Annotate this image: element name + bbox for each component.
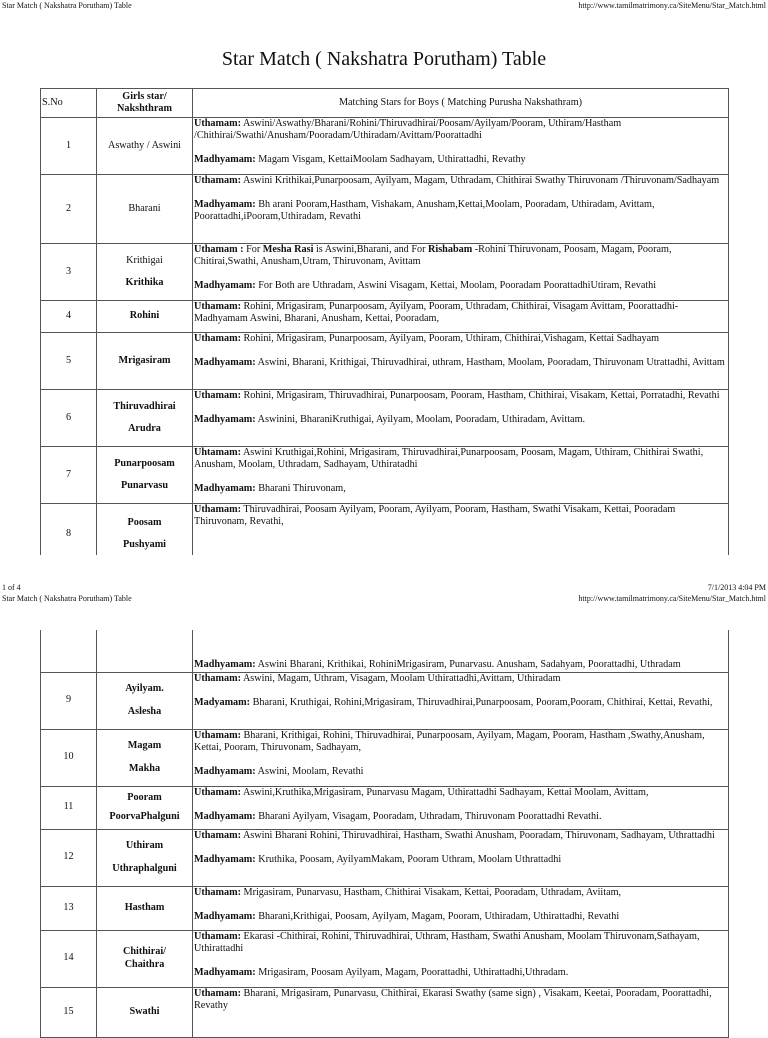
matching-cell — [193, 886, 729, 930]
row-number: 13 — [41, 886, 97, 930]
girls-star-alt-name: Uthraphalguni — [112, 862, 177, 874]
uthamam-mid: is Aswini,Bharani, and For — [315, 244, 426, 255]
table-row — [41, 301, 729, 333]
uthamam-stars: Aswini Kruthigai,Rohini, Mrigasiram, Thiruvadhirai,Punarpoosam, Poosam, Magam, Uthiram, Chithirai Swathi, Anusham, Moolam, Uthradam, Sadhayam, Uthiratadhi — [194, 447, 704, 471]
matching-cell — [193, 672, 729, 729]
uthamam-stars: Rohini, Mrigasiram, Punarpoosam, Ayilyam, Pooram, Uthradam, Chithirai, Visagam Avittam, Poorattadhi-Madhyamam Aswini, Bharani, Anusham, Kettai, Pooradam, — [194, 301, 679, 325]
madhyamam-label: Madhyamam: — [194, 765, 256, 777]
matching-cell — [193, 930, 729, 987]
girls-star: Aswathy / Aswini — [97, 118, 193, 175]
girls-star-name: Krithigai — [126, 254, 163, 266]
row-number: 3 — [41, 244, 97, 301]
row-number: 2 — [41, 175, 97, 244]
matching-cell — [193, 175, 729, 244]
row-number: 12 — [41, 829, 97, 886]
table-row — [41, 175, 729, 244]
uthamam-pre: For — [246, 244, 261, 255]
girls-star-name: Chithirai/ — [122, 946, 167, 958]
table-row — [41, 390, 729, 447]
rishabam: Rishabam — [428, 244, 473, 255]
girls-star — [97, 630, 193, 672]
table-row — [41, 786, 729, 829]
madhyamam-label: Madhyamam: — [194, 357, 256, 369]
uthamam-label: Uthamam: — [194, 118, 241, 129]
girls-star — [97, 244, 193, 301]
uthamam-stars: Bharani, Krithigai, Rohini, Thiruvadhirai, Punarpoosam, Ayilyam, Magam, Pooram, Hastham ,Swathy,Anusham, Kettai, Pooram, Thiruvonam, Sadhayam, — [194, 729, 705, 753]
uthamam-label: Uthamam: — [194, 829, 241, 841]
madhyamam-stars: Bharani Ayilyam, Visagam, Pooradam, Uthradam, Thiruvonam Poorattadhi Revathi. — [258, 810, 602, 822]
madhyamam-label: Madhyamam: — [194, 280, 256, 292]
madhyamam-label: Madhyamam: — [194, 154, 256, 166]
girls-star-alt-name: Arudra — [128, 423, 161, 434]
madhyamam-stars: Kruthika, Poosam, AyilyamMakam, Pooram Uthram, Moolam Uthrattadhi — [258, 853, 562, 865]
girls-star-alt-name: PoorvaPhalguni — [109, 810, 180, 822]
girls-star: Swathi — [97, 987, 193, 1037]
uthamam-stars: Ekarasi -Chithirai, Rohini, Thiruvadhirai, Uthram, Hastham, Swathi Anusham, Moolam Thiruvonam,Sathayam, Uthirattadhi — [194, 930, 700, 954]
uthamam-label: Uthamam: — [194, 175, 241, 186]
girls-star — [97, 390, 193, 447]
uthamam-label: Uthamam : — [194, 244, 244, 255]
uthamam-label: Uthamam: — [194, 390, 241, 401]
madhyamam-label: Madyamam: — [194, 696, 251, 708]
table-row — [41, 244, 729, 301]
matching-cell — [193, 829, 729, 886]
row-number: 7 — [41, 447, 97, 504]
girls-star-alt-name: Punarvasu — [121, 480, 168, 491]
uthamam-stars: Aswini Krithikai,Punarpoosam, Ayilyam, Magam, Uthradam, Chithirai Swathy Thiruvonam /Thiruvonam/Sadhayam — [242, 175, 720, 186]
matching-cell — [193, 333, 729, 390]
girls-star-name: Thiruvadhirai — [113, 400, 176, 412]
uthamam-stars: -Rohini Thiruvonam, Poosam, Magam, Pooram, Chitirai,Swathi, Anusham,Utram, Thiruvonam, Avittam — [194, 244, 672, 268]
girls-star — [97, 930, 193, 987]
table-row — [41, 729, 729, 786]
madhyamam-stars: Aswinini, BharaniKruthigai, Ayilyam, Moolam, Pooradam, Uthiradam, Avittam. — [257, 414, 586, 426]
header-matching-stars: Matching Stars for Boys ( Matching Purusha Nakshathram) — [193, 89, 729, 118]
uthamam-stars: Bharani, Mrigasiram, Punarvasu, Chithirai, Ekarasi Swathy (same sign) , Visakam, Keetai, Pooradam, Poorattadhi, Revathy — [194, 987, 712, 1011]
uthamam-stars: Thiruvadhirai, Poosam Ayilyam, Pooram, Ayilyam, Pooram, Hastham, Swathi Visakam, Kettai, Pooradam Thiruvonam, Revathi, — [194, 504, 676, 528]
uthamam-label: Uthamam: — [194, 729, 241, 741]
madhyamam-stars: Bh arani Pooram,Hastham, Vishakam, Anusham,Kettai,Moolam, Pooradam, Uthiradam, Avittam, Poorattadhi,iPooram,Uthiradam, Revathi — [194, 199, 655, 223]
uthamam-stars: Rohini, Mrigasiram, Thiruvadhirai, Punarpoosam, Pooram, Hastham, Chithirai, Visakam, Kettai, Porratadhi, Revathi — [243, 390, 720, 401]
madhyamam-label: Madhyamam: — [194, 966, 256, 978]
uthamam-stars: Aswini, Magam, Uthram, Visagam, Moolam Uthirattadhi,Avittam, Uthiradam — [242, 672, 561, 684]
matching-cell — [193, 301, 729, 333]
mesha-rasi: Mesha Rasi — [262, 244, 314, 255]
row-number: 6 — [41, 390, 97, 447]
matching-cell — [193, 729, 729, 786]
girls-star-alt-name: Pushyami — [122, 538, 167, 550]
row-number: 5 — [41, 333, 97, 390]
star-match-table — [40, 88, 729, 564]
page-header-url: http://www.tamilmatrimony.ca/SiteMenu/Star_Match.html — [578, 1, 766, 10]
uthamam-label: Uthamam: — [194, 786, 241, 798]
girls-star — [97, 447, 193, 504]
table-row — [41, 447, 729, 504]
page-break — [0, 555, 768, 595]
madhyamam-label: Madhyamam: — [194, 199, 256, 211]
table-row — [41, 829, 729, 886]
row-number: 8 — [41, 504, 97, 564]
girls-star: Rohini — [97, 301, 193, 333]
row-number: 11 — [41, 786, 97, 829]
matching-cell — [193, 244, 729, 301]
matching-cell — [193, 786, 729, 829]
row-number: 10 — [41, 729, 97, 786]
table-row — [41, 672, 729, 729]
uthamam-stars: Aswini,Kruthika,Mrigasiram, Punarvasu Magam, Uthirattadhi Sadhayam, Kettai Moolam, Avittam, — [242, 786, 649, 798]
madhyamam-stars: Bharani,Krithigai, Poosam, Ayilyam, Magam, Pooram, Uthiradam, Uthirattadhi, Revathi — [258, 910, 620, 922]
header-sno: S.No — [41, 89, 97, 118]
uthamam-stars: Rohini, Mrigasiram, Punarpoosam, Ayilyam, Pooram, Uthiram, Chithirai,Vishagam, Kettai Sadhayam — [243, 333, 660, 344]
uthamam-label: Uthamam: — [194, 987, 241, 999]
madhyamam-label: Madhyamam: — [194, 853, 256, 865]
uthamam-label: Uthamam: — [194, 930, 241, 942]
madhyamam-label: Madhyamam: — [194, 483, 256, 495]
girls-star — [97, 786, 193, 829]
page-footer-count: 1 of 4 — [2, 583, 21, 592]
girls-star: Mrigasiram — [97, 333, 193, 390]
madhyamam-stars: Magam Visgam, KettaiMoolam Sadhayam, Uthirattadhi, Revathy — [258, 154, 526, 166]
girls-star: Bharani — [97, 175, 193, 244]
table-row — [41, 333, 729, 390]
matching-cell — [193, 447, 729, 504]
row-number: 9 — [41, 672, 97, 729]
madhyamam-label: Madhyamam: — [194, 659, 256, 671]
row-number: 15 — [41, 987, 97, 1037]
girls-star-alt-name: Makha — [128, 762, 161, 774]
table-row — [41, 987, 729, 1037]
table-row — [41, 886, 729, 930]
row-number: 1 — [41, 118, 97, 175]
girls-star-name: Pooram — [127, 792, 162, 804]
page-header-url: http://www.tamilmatrimony.ca/SiteMenu/Star_Match.html — [578, 594, 766, 603]
page-header-title: Star Match ( Nakshatra Porutham) Table — [2, 594, 132, 603]
girls-star — [97, 672, 193, 729]
matching-cell — [193, 118, 729, 175]
uthamam-label: Uthamam: — [194, 504, 241, 515]
girls-star-name: Poosam — [127, 516, 162, 528]
madhyamam-stars: For Both are Uthradam, Aswini Visagam, Kettai, Moolam, Pooradam PoorattadhiUtiram, Revathi — [258, 280, 657, 292]
girls-star-name: Magam — [127, 740, 162, 752]
header-girls-star: Girls star/ Nakshthram — [97, 89, 193, 118]
girls-star-alt-name: Chaithra — [124, 958, 165, 970]
madhyamam-stars: Bharani Thiruvonam, — [258, 483, 346, 495]
matching-cell — [193, 987, 729, 1037]
page-footer-date: 7/1/2013 4:04 PM — [707, 583, 766, 592]
girls-star: Hastham — [97, 886, 193, 930]
madhyamam-stars: Aswini, Moolam, Revathi — [257, 765, 364, 777]
table-header-row — [41, 89, 729, 118]
page-header-title: Star Match ( Nakshatra Porutham) Table — [2, 1, 132, 10]
girls-star — [97, 729, 193, 786]
madhyamam-label: Madhyamam: — [194, 414, 256, 426]
madhyamam-stars: Aswini, Bharani, Krithigai, Thiruvadhirai, uthram, Hastham, Moolam, Pooradam, Thiruvonam Utrattadhi, Avittam — [257, 357, 725, 369]
uthamam-stars: Mrigasiram, Punarvasu, Hastham, Chithirai Visakam, Kettai, Pooradam, Uthradam, Aviitam, — [243, 886, 622, 898]
uthamam-label: Uthamam: — [194, 301, 241, 312]
uthamam-stars: Aswini/Aswathy/Bharani/Rohini/Thiruvadhirai/Poosam/Ayilyam/Pooram, Uthiram/Hastham /Chithirai/Swathi/Anusham/Pooradam/Uthiradam/Avittam/Poorattadhi — [194, 118, 622, 142]
table-row — [41, 630, 729, 672]
row-number — [41, 630, 97, 672]
matching-cell — [193, 390, 729, 447]
row-number: 4 — [41, 301, 97, 333]
uthamam-label: Uthamam: — [194, 333, 241, 344]
madhyamam-stars: Bharani, Kruthigai, Rohini,Mrigasiram, Thiruvadhirai,Punarpoosam, Pooram,Pooram, Chithirai, Kettai, Revathi, — [252, 696, 713, 708]
table-row — [41, 930, 729, 987]
page-title: Star Match ( Nakshatra Porutham) Table — [221, 48, 547, 70]
madhyamam-stars: Aswini Bharani, Krithikai, RohiniMrigasiram, Punarvasu. Anusham, Sadahyam, Poorattadhi, Uthradam — [257, 659, 681, 671]
star-match-table-continued — [40, 630, 729, 1038]
uthamam-stars: Aswini Bharani Rohini, Thiruvadhirai, Hastham, Swathi Anusham, Pooradam, Thiruvonam, Sadhayam, Uthrattadhi — [242, 829, 715, 841]
matching-cell — [193, 630, 729, 672]
row-number: 14 — [41, 930, 97, 987]
uthamam-label: Uthamam: — [194, 886, 241, 898]
uthamam-label: Uthamam: — [194, 672, 241, 684]
girls-star-alt-name: Krithika — [125, 277, 164, 288]
madhyamam-stars: Mrigasiram, Poosam Ayilyam, Magam, Poorattadhi, Uthirattadhi,Uthradam. — [258, 966, 569, 978]
madhyamam-label: Madhyamam: — [194, 910, 256, 922]
girls-star-name: Uthiram — [125, 840, 164, 852]
girls-star — [97, 829, 193, 886]
girls-star-name: Ayilyam. — [125, 683, 164, 695]
girls-star-alt-name: Aslesha — [127, 705, 162, 717]
madhyamam-label: Madhyamam: — [194, 810, 256, 822]
table-row — [41, 118, 729, 175]
girls-star-name: Punarpoosam — [114, 457, 175, 469]
uthamam-label: Uhtamam: — [194, 447, 241, 458]
